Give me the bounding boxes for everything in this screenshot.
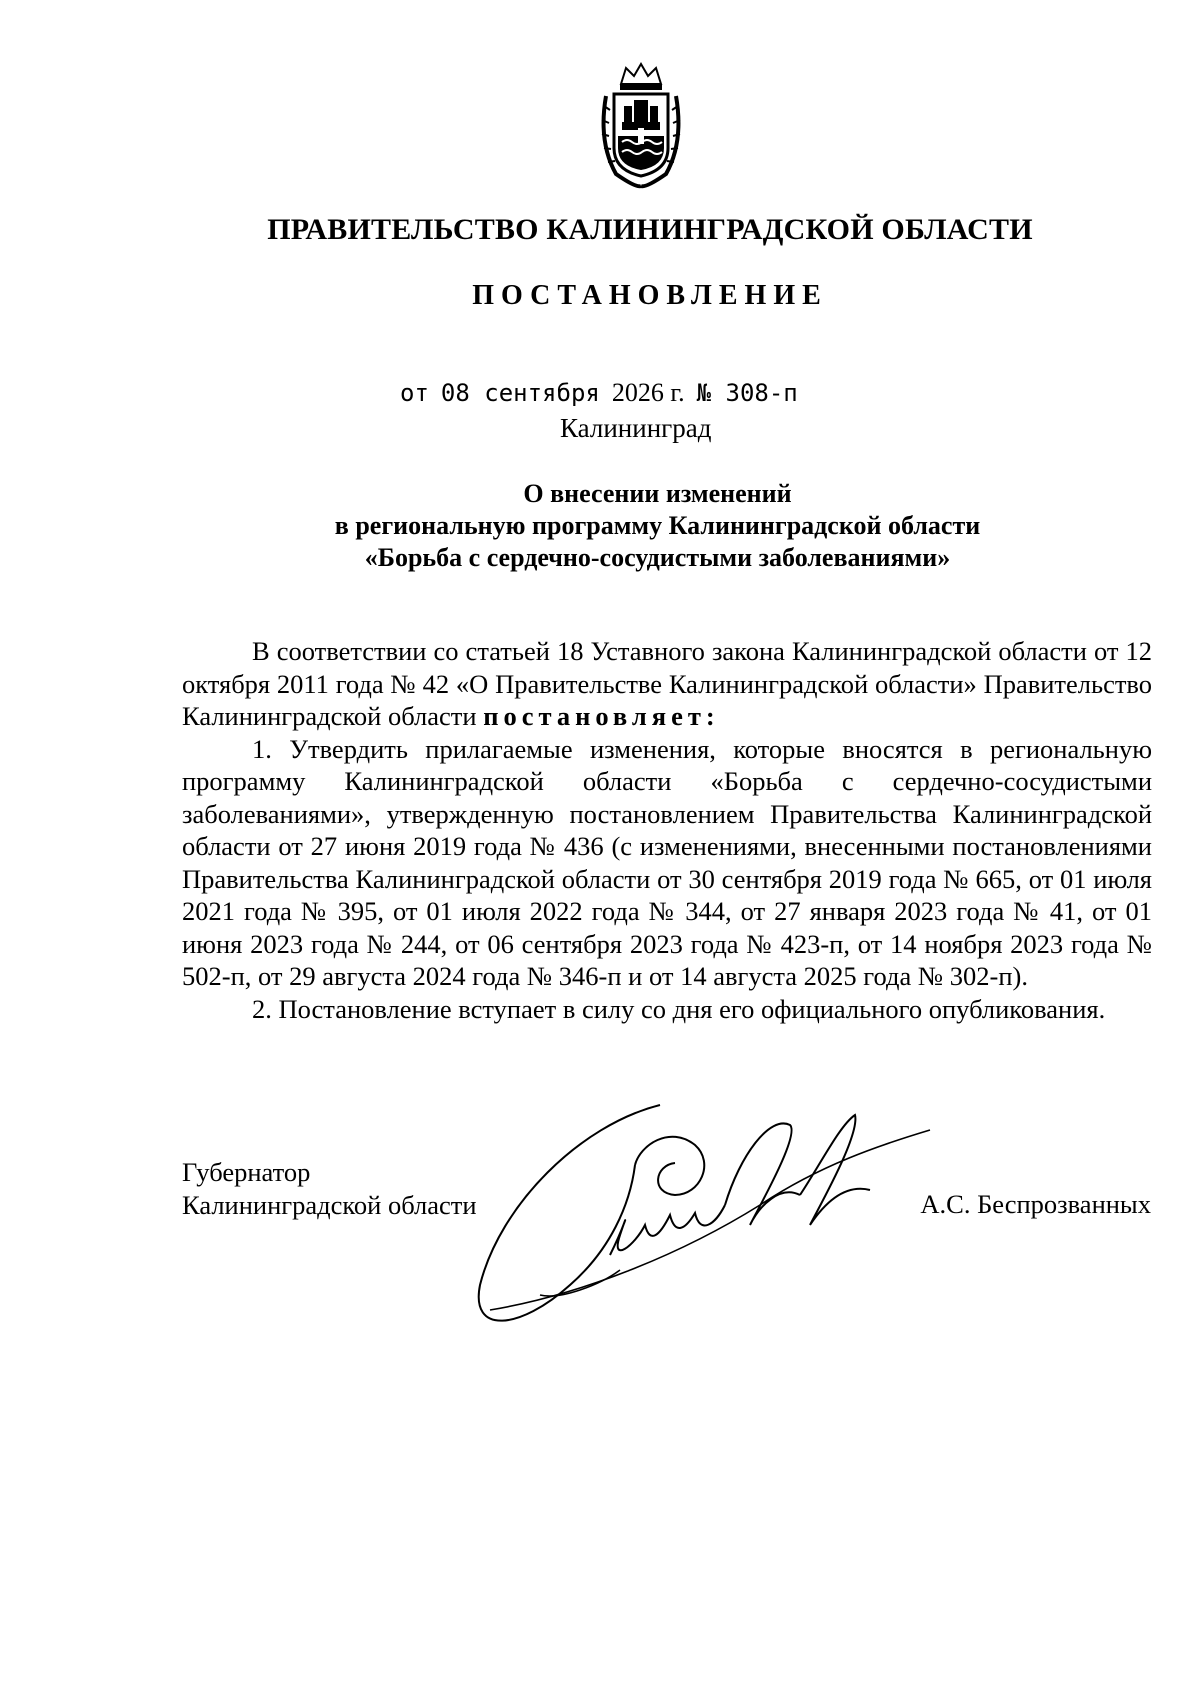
government-title: ПРАВИТЕЛЬСТВО КАЛИНИНГРАДСКОЙ ОБЛАСТИ <box>267 213 1033 246</box>
document-city: Калининград <box>560 413 712 443</box>
intro-text: В соответствии со статьей 18 Уставного закона Калининградской области от 12 октября 2011 года № 42 «О Правительстве Калининградской области» Правительство Калининградской области <box>182 636 1152 731</box>
signatory-name: А.С. Беспрозванных <box>920 1189 1151 1219</box>
coat-of-arms-icon <box>596 62 686 190</box>
date-prefix: от <box>400 379 429 407</box>
position-line: Калининградской области <box>182 1190 477 1220</box>
signatory-position <box>182 1156 477 1222</box>
position-line: Губернатор <box>182 1157 311 1187</box>
handwritten-signature <box>460 1085 940 1345</box>
document-year: 2026 г. <box>611 378 685 407</box>
document-subject <box>0 478 1200 574</box>
subject-line: «Борьба с сердечно-сосудистыми заболеваниями» <box>364 543 951 572</box>
document-body <box>182 635 1152 1025</box>
subject-line: О внесении изменений <box>523 479 792 508</box>
subject-line: в региональную программу Калининградской области <box>334 511 981 540</box>
body-paragraph-item-1: 1. Утвердить прилагаемые изменения, которые вносятся в региональную программу Калининградской области «Борьба с сердечно-сосудистыми заболеваниями», утвержденную постановлением Правительства Калининградской области от 27 июня 2019 года № 436 (с изменениями, внесенными постановлениями Правительства Калининградской области от 30 сентября 2019 года № 665, от 01 июля 2021 года № 395, от 01 июля 2022 года № 344, от 27 января 2023 года № 41, от 01 июня 2023 года № 244, от 06 сентября 2023 года № 423-п, от 14 ноября 2023 года № 502-п, от 29 августа 2024 года № 346-п и от 14 августа 2025 года № 302-п). <box>182 733 1152 991</box>
intro-verb: постановляет: <box>483 701 720 731</box>
document-number: № 308-п <box>696 379 798 407</box>
document-type-title: ПОСТАНОВЛЕНИЕ <box>472 280 828 311</box>
body-paragraph-item-2: 2. Постановление вступает в силу со дня его официального опубликования. <box>252 993 1106 1024</box>
document-date: 08 сентября <box>440 379 600 407</box>
body-paragraph-intro <box>182 635 1152 733</box>
document-date-number <box>400 378 810 408</box>
